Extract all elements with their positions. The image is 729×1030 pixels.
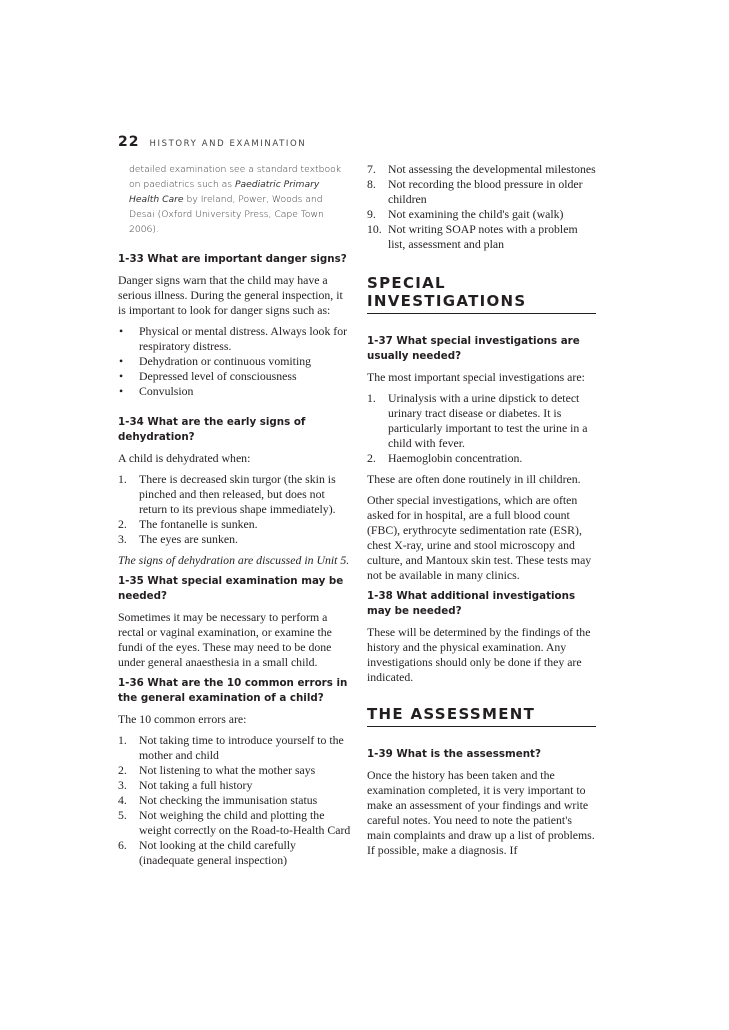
list-item: 3. The eyes are sunken. [118, 532, 238, 546]
paragraph: These are often done routinely in ill children. [367, 472, 581, 486]
common-errors-list [118, 733, 351, 868]
list-item: 2. Not listening to what the mother says [118, 763, 316, 777]
danger-signs-list [118, 324, 351, 399]
list-item: 1. Not taking time to introduce yourself to the mother and child [118, 733, 344, 762]
left-column [118, 162, 351, 884]
list-item: 7. Not assessing the developmental milestones [367, 162, 596, 176]
book-title: Paediatric Primary Health Care [129, 179, 320, 205]
list-item: 9. Not examining the child's gait (walk) [367, 207, 564, 221]
page-number: 22 [118, 134, 140, 150]
paragraph: A child is dehydrated when: [118, 451, 251, 465]
section-title: HISTORY AND EXAMINATION [149, 139, 307, 149]
paragraph: The 10 common errors are: [118, 712, 247, 726]
section-heading-special-investigations: SPECIAL INVESTIGATIONS [367, 274, 596, 314]
cross-reference-note: The signs of dehydration are discussed in Unit 5. [118, 553, 350, 567]
list-item: • Dehydration or continuous vomiting [119, 354, 312, 368]
paragraph: Sometimes it may be necessary to perform a rectal or vaginal examination, or examine the fundi of the eyes. These may need to be done under general anaesthesia in a small child. [118, 610, 332, 669]
paragraph: The most important special investigations are: [367, 370, 585, 384]
paragraph: Other special investigations, which are often asked for in hospital, are a full blood count (FBC), erythrocyte sedimentation rate (ESR), chest X-ray, urine and stool microscopy and culture, and Mantoux skin test. These tests may not be available in many clinics. [367, 493, 592, 582]
list-item: 3. Not taking a full history [118, 778, 253, 792]
list-item: 10. Not writing SOAP notes with a problem list, assessment and plan [367, 222, 578, 251]
special-investigations-list [367, 391, 596, 466]
list-item: • Convulsion [119, 384, 194, 398]
question-1-38: 1-38 What additional investigations may be needed? [367, 590, 576, 617]
paragraph: These will be determined by the findings of the history and the physical examination. Any investigations should only be done if they are indicated. [367, 625, 591, 684]
list-item: 5. Not weighing the child and plotting the weight correctly on the Road-to-Health Card [118, 808, 351, 837]
list-item: • Physical or mental distress. Always look for respiratory distress. [119, 324, 348, 353]
question-1-35: 1-35 What special examination may be needed? [118, 575, 344, 602]
right-column [367, 162, 596, 864]
question-1-36: 1-36 What are the 10 common errors in the general examination of a child? [118, 677, 348, 704]
running-header [118, 131, 306, 150]
list-item: 2. The fontanelle is sunken. [118, 517, 258, 531]
section-heading-assessment: THE ASSESSMENT [367, 705, 596, 727]
list-item: • Depressed level of consciousness [119, 369, 297, 383]
list-item: 6. Not looking at the child carefully (inadequate general inspection) [118, 838, 296, 867]
question-1-34: 1-34 What are the early signs of dehydration? [118, 416, 306, 443]
list-item: 2. Haemoglobin concentration. [367, 451, 523, 465]
paragraph: Once the history has been taken and the examination completed, it is very important to make an assessment of your findings and write careful notes. You need to note the patient's main complaints and draw up a list of problems. If possible, make a diagnosis. If [367, 768, 595, 857]
paragraph: Danger signs warn that the child may have a serious illness. During the general inspection, it is important to look for danger signs such as: [118, 273, 343, 317]
list-item: 8. Not recording the blood pressure in older children [367, 177, 583, 206]
dehydration-signs-list [118, 472, 351, 547]
list-item: 1. There is decreased skin turgor (the skin is pinched and then released, but does not return to its previous shape immediately). [118, 472, 336, 516]
common-errors-list-continued [367, 162, 596, 252]
list-item: 4. Not checking the immunisation status [118, 793, 318, 807]
question-1-37: 1-37 What special investigations are usually needed? [367, 335, 580, 362]
question-1-33: 1-33 What are important danger signs? [118, 253, 347, 265]
list-item: 1. Urinalysis with a urine dipstick to detect urinary tract disease or diabetes. It is particularly important to test the urine in a child with fever. [367, 391, 588, 450]
reference-note: detailed examination see a standard textbook on paediatrics such as Paediatric Primary Health Care by Ireland, Power, Woods and Desai (Oxford University Press, Cape Town 2006). [129, 164, 342, 235]
question-1-39: 1-39 What is the assessment? [367, 748, 541, 760]
